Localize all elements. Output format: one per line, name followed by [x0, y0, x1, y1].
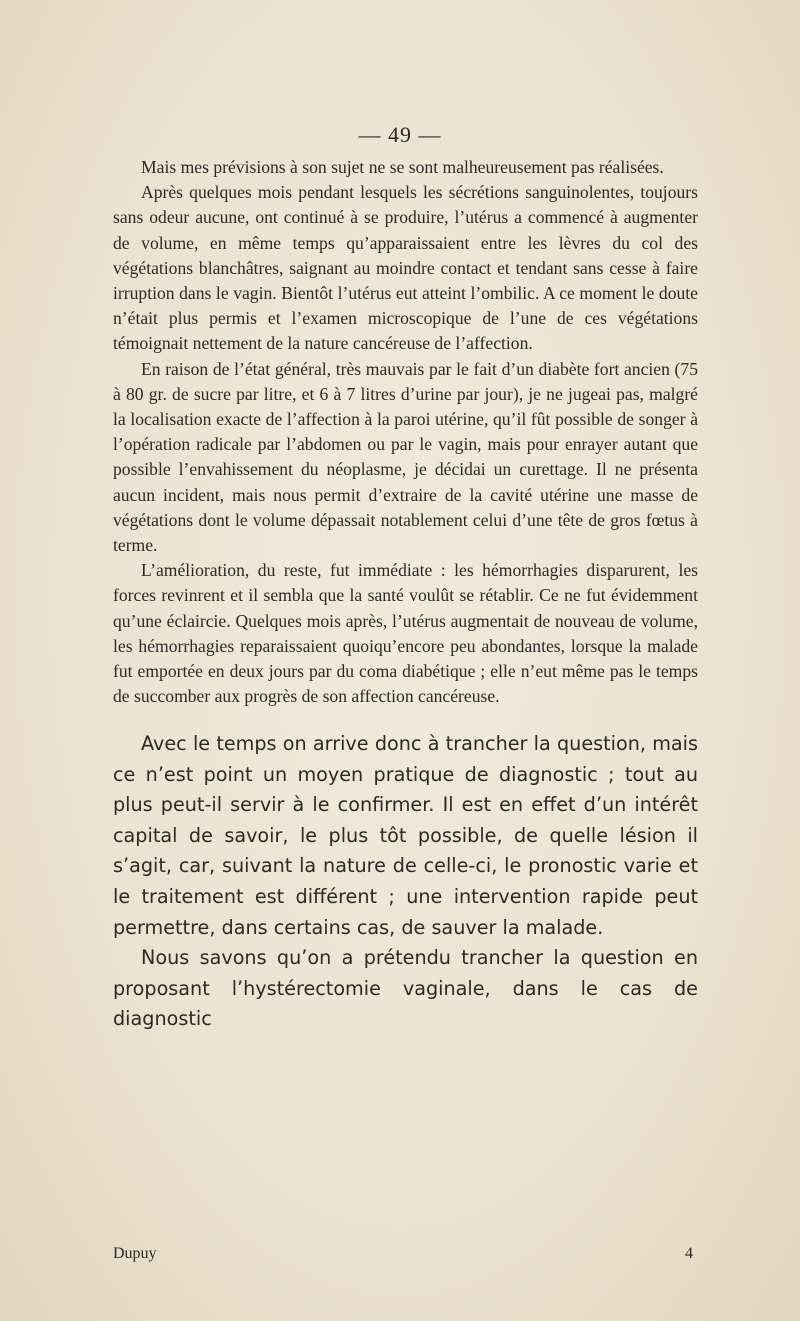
paragraph: L’amélioration, du reste, fut immédiate : les hémorrhagies disparurent, les forces revinrent et il sembla que la santé voulût se rétablir. Ce ne fut évidemment qu’une éclaircie. Quelques mois après, l’utérus augmentait de nouveau de volume, les hémorrhagies reparaissaient quoiqu’encore peu abondantes, lorsque la malade fut emportée en deux jours par du coma diabétique ; elle n’eut même pas le temps de succomber aux progrès de son affection cancéreuse.	[113, 560, 698, 707]
signature-mark: 4	[685, 1245, 693, 1262]
case-report-text	[113, 155, 698, 709]
paragraph: Nous savons qu’on a prétendu trancher la question en proposant l’hystérectomie vaginale, dans le cas de diagnostic	[113, 946, 698, 1031]
paragraph: Après quelques mois pendant lesquels les sécrétions sanguinolentes, toujours sans odeur aucune, ont continué à se produire, l’utérus a commencé à augmenter de volume, en même temps qu’apparaissaient entre les lèvres du col des végétations blanchâtres, saignant au moindre contact et tendant sans cesse à faire irruption dans le vagin. Bientôt l’utérus eut atteint l’ombilic. A ce moment le doute n’était plus permis et l’examen microscopique de l’une de ces végétations témoignait nettement de la nature cancéreuse de l’affection.	[113, 182, 698, 354]
paragraph: En raison de l’état général, très mauvais par le fait d’un diabète fort ancien (75 à 80 gr. de sucre par litre, et 6 à 7 litres d’urine par jour), je ne jugeai pas, malgré la localisation exacte de l’affection à la paroi utérine, qu’il fût possible de songer à l’opération radicale par l’abdomen ou par le vagin, mais pour enrayer autant que possible l’envahissement du néoplasme, je décidai un curettage. Il ne présenta aucun incident, mais nous permit d’extraire de la cavité utérine une masse de végétations dont le volume dépassait notablement celui d’une tête de gros fœtus à terme.	[113, 358, 698, 556]
signature-author: Dupuy	[113, 1245, 157, 1262]
discussion-text	[113, 729, 698, 1035]
paragraph: Mais mes prévisions à son sujet ne se sont malheureusement pas réalisées.	[141, 157, 664, 177]
page-number: — 49 —	[358, 122, 442, 147]
paragraph: Avec le temps on arrive donc à trancher la question, mais ce n’est point un moyen pratique de diagnostic ; tout au plus peut-il servir à le confirmer. Il est en effet d’un intérêt capital de savoir, le plus tôt possible, de quelle lésion il s’agit, car, suivant la nature de celle-ci, le pronostic varie et le traitement est différent ; une intervention rapide peut permettre, dans certains cas, de sauver la malade.	[113, 732, 698, 939]
